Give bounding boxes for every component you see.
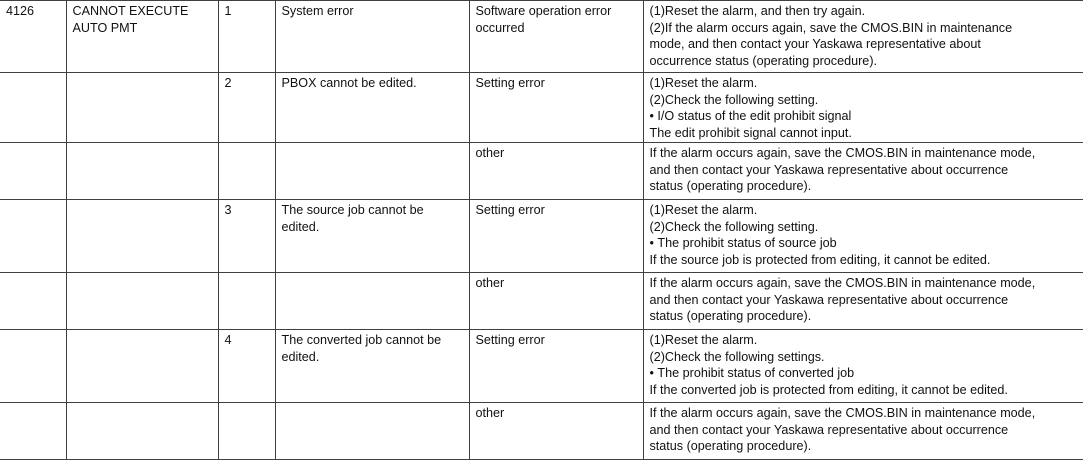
remedy-cell <box>643 200 1083 273</box>
text-line: CANNOT EXECUTE <box>72 4 189 18</box>
text-line: The converted job cannot be <box>281 333 442 347</box>
table-row <box>0 143 1083 200</box>
cell-text: 3 <box>224 203 232 217</box>
text-line: status (operating procedure). <box>649 309 812 323</box>
meaning-cell <box>275 73 469 143</box>
cell-text: 4126 <box>6 4 35 18</box>
alarm-code-cell <box>0 403 66 460</box>
alarm-code-cell <box>0 330 66 403</box>
text-line: (2)If the alarm occurs again, save the CMOS.BIN in maintenance <box>649 20 1013 35</box>
cell-text: 4 <box>224 333 232 347</box>
alarm-name-cell <box>66 200 218 273</box>
text-line: other <box>475 276 505 290</box>
text-line: System error <box>281 4 354 18</box>
alarm-code-cell <box>0 200 66 273</box>
text-line: If the alarm occurs again, save the CMOS.BIN in maintenance mode, <box>649 276 1036 290</box>
remedy-cell <box>643 1 1083 73</box>
text-line: status (operating procedure). <box>649 179 812 193</box>
sub-code-cell <box>218 200 275 273</box>
text-line: PBOX cannot be edited. <box>281 76 417 90</box>
text-line: The edit prohibit signal cannot input. <box>649 125 852 140</box>
cause-cell <box>469 1 643 73</box>
text-line: If the alarm occurs again, save the CMOS.BIN in maintenance mode, <box>649 406 1036 420</box>
meaning-cell <box>275 273 469 330</box>
text-line: mode, and then contact your Yaskawa representative about <box>649 37 981 51</box>
alarm-code-cell <box>0 273 66 330</box>
sub-code-cell <box>218 330 275 403</box>
text-line: Setting error <box>475 76 545 90</box>
cause-cell <box>469 403 643 460</box>
text-line: edited. <box>281 219 320 234</box>
text-line: (1)Reset the alarm, and then try again. <box>649 4 866 18</box>
text-line: If the alarm occurs again, save the CMOS.BIN in maintenance mode, <box>649 146 1036 160</box>
alarm-code-cell <box>0 143 66 200</box>
alarm-name-cell <box>66 143 218 200</box>
remedy-cell <box>643 273 1083 330</box>
meaning-cell <box>275 200 469 273</box>
text-line: status (operating procedure). <box>649 439 812 453</box>
alarm-name-cell <box>66 73 218 143</box>
text-line: (2)Check the following setting. <box>649 92 819 107</box>
alarm-code-cell <box>0 1 66 73</box>
text-line: If the source job is protected from editing, it cannot be edited. <box>649 252 991 267</box>
alarm-name-cell <box>66 273 218 330</box>
text-line: and then contact your Yaskawa representative about occurrence <box>649 422 1009 437</box>
table-row <box>0 330 1083 403</box>
sub-code-cell <box>218 273 275 330</box>
remedy-cell <box>643 330 1083 403</box>
cell-text: 1 <box>224 4 232 18</box>
table-row <box>0 273 1083 330</box>
text-line: (1)Reset the alarm. <box>649 203 758 217</box>
table-row <box>0 200 1083 273</box>
cause-cell <box>469 200 643 273</box>
remedy-cell <box>643 143 1083 200</box>
sub-code-cell <box>218 73 275 143</box>
sub-code-cell <box>218 1 275 73</box>
alarm-table-body <box>0 1 1083 460</box>
text-line: Software operation error <box>475 4 612 18</box>
text-line: AUTO PMT <box>72 20 138 35</box>
cause-cell <box>469 330 643 403</box>
bullet-item: • I/O status of the edit prohibit signal <box>650 108 1077 125</box>
text-line: other <box>475 146 505 160</box>
text-line: occurrence status (operating procedure). <box>649 53 878 68</box>
text-line: occurred <box>475 20 525 35</box>
meaning-cell <box>275 330 469 403</box>
text-line: edited. <box>281 349 320 364</box>
bullet-item: • The prohibit status of source job <box>650 235 1077 252</box>
table-row <box>0 73 1083 143</box>
text-line: other <box>475 406 505 420</box>
alarm-name-cell <box>66 330 218 403</box>
bullet-item: • The prohibit status of converted job <box>650 365 1077 382</box>
cell-text: 2 <box>224 76 232 90</box>
text-line: The source job cannot be <box>281 203 424 217</box>
meaning-cell <box>275 143 469 200</box>
text-line: and then contact your Yaskawa representative about occurrence <box>649 292 1009 307</box>
table-row <box>0 1 1083 73</box>
text-line: Setting error <box>475 203 545 217</box>
meaning-cell <box>275 403 469 460</box>
alarm-name-cell <box>66 1 218 73</box>
cause-cell <box>469 73 643 143</box>
alarm-code-cell <box>0 73 66 143</box>
remedy-cell <box>643 73 1083 143</box>
table-row <box>0 403 1083 460</box>
text-line: (1)Reset the alarm. <box>649 76 758 90</box>
sub-code-cell <box>218 403 275 460</box>
meaning-cell <box>275 1 469 73</box>
text-line: and then contact your Yaskawa representative about occurrence <box>649 162 1009 177</box>
alarm-name-cell <box>66 403 218 460</box>
text-line: If the converted job is protected from editing, it cannot be edited. <box>649 382 1008 397</box>
text-line: (2)Check the following settings. <box>649 349 825 364</box>
text-line: (1)Reset the alarm. <box>649 333 758 347</box>
text-line: Setting error <box>475 333 545 347</box>
cause-cell <box>469 143 643 200</box>
remedy-cell <box>643 403 1083 460</box>
text-line: (2)Check the following setting. <box>649 219 819 234</box>
sub-code-cell <box>218 143 275 200</box>
cause-cell <box>469 273 643 330</box>
